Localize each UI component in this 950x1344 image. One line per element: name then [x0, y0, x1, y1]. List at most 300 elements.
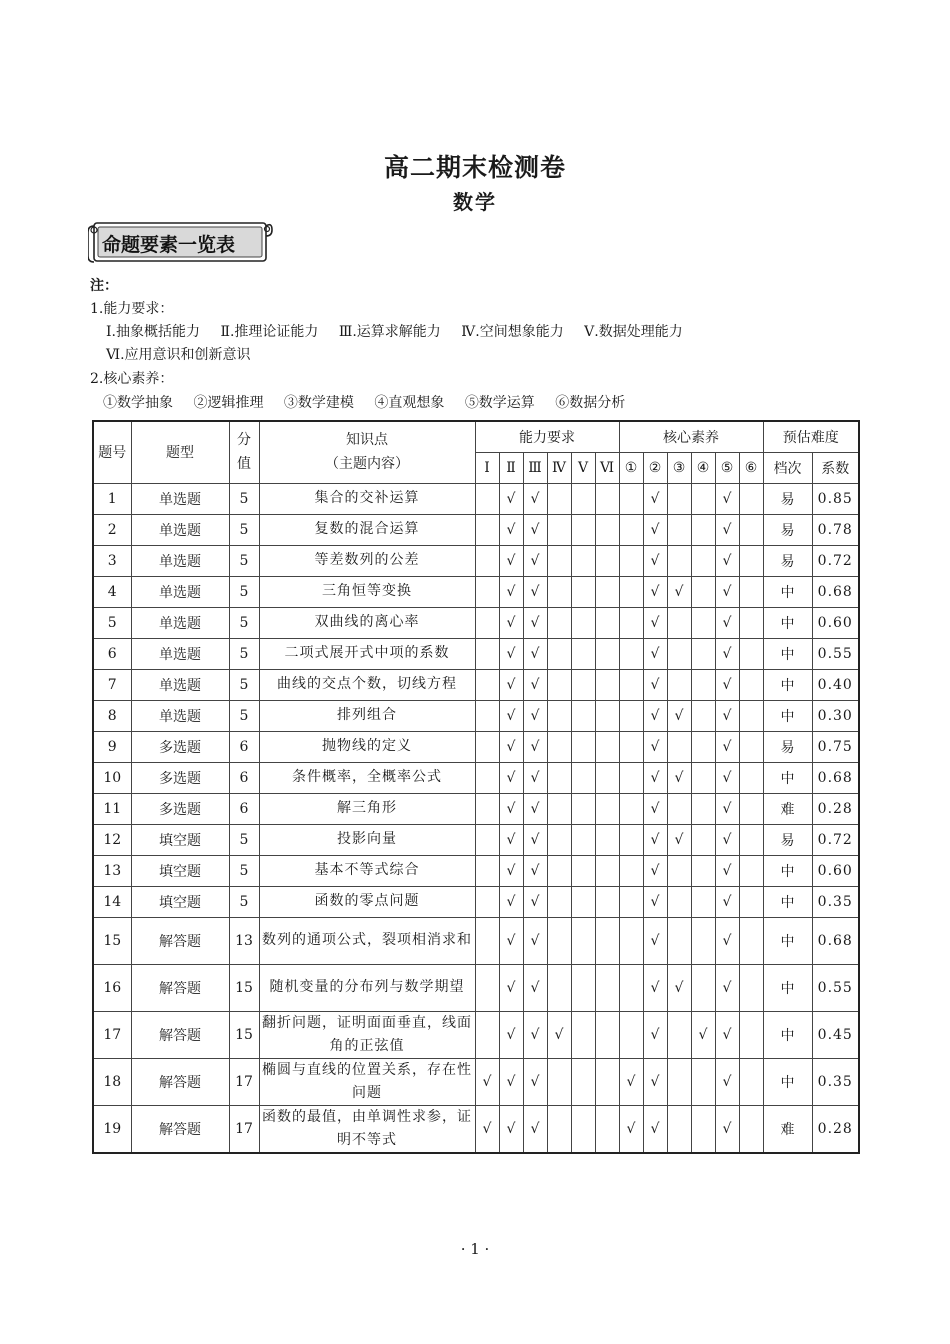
ability-check-cell: √ [523, 964, 547, 1011]
literacy-check-cell [619, 514, 643, 545]
table-row [93, 514, 859, 545]
ability-check-cell [571, 762, 595, 793]
ability-check-cell: √ [499, 762, 523, 793]
cell-coef: 0.60 [812, 607, 859, 638]
literacy-check-cell [619, 731, 643, 762]
literacy-check-cell [691, 886, 715, 917]
literacy-check-cell [739, 1105, 763, 1153]
literacy-check-cell [691, 638, 715, 669]
ability-check-cell: √ [523, 700, 547, 731]
ability-check-cell: √ [523, 886, 547, 917]
literacy-check-cell [667, 545, 691, 576]
literacy-check-cell [619, 545, 643, 576]
cell-topic: 投影向量 [259, 824, 475, 855]
literacy-check-cell [739, 1058, 763, 1105]
ability-check-cell: √ [499, 669, 523, 700]
ability-check-cell [571, 576, 595, 607]
header-literacy-col: ⑤ [715, 452, 739, 483]
cell-score: 5 [229, 483, 259, 514]
cell-level: 易 [763, 514, 812, 545]
literacy-check-cell [739, 886, 763, 917]
cell-coef: 0.60 [812, 855, 859, 886]
cell-num: 11 [93, 793, 131, 824]
ability-check-cell [475, 607, 499, 638]
ability-check-cell [547, 762, 571, 793]
literacy-check-cell [691, 917, 715, 964]
cell-topic: 椭圆与直线的位置关系，存在性问题 [259, 1058, 475, 1105]
cell-num: 1 [93, 483, 131, 514]
literacy-check-cell [691, 731, 715, 762]
ability-check-cell [547, 855, 571, 886]
ability-check-cell: √ [523, 638, 547, 669]
ability-check-cell [595, 762, 619, 793]
cell-coef: 0.68 [812, 917, 859, 964]
literacy-check-cell [619, 607, 643, 638]
cell-score: 5 [229, 514, 259, 545]
cell-score: 5 [229, 545, 259, 576]
literacy-check-cell: √ [715, 731, 739, 762]
ability-check-cell [475, 483, 499, 514]
cell-level: 易 [763, 545, 812, 576]
literacy-check-cell: √ [643, 1105, 667, 1153]
ability-check-cell: √ [499, 607, 523, 638]
ability-check-cell [571, 917, 595, 964]
cell-coef: 0.72 [812, 545, 859, 576]
literacy-check-cell: √ [643, 514, 667, 545]
literacy-check-cell [667, 793, 691, 824]
literacy-check-cell: √ [643, 886, 667, 917]
cell-num: 13 [93, 855, 131, 886]
ability-check-cell [571, 1011, 595, 1058]
ability-item: Ⅱ.推理论证能力 [220, 324, 319, 340]
header-literacy-col: ④ [691, 452, 715, 483]
cell-score: 6 [229, 731, 259, 762]
literacy-check-cell [739, 545, 763, 576]
ability-check-cell [595, 1058, 619, 1105]
literacy-check-cell: √ [643, 762, 667, 793]
header-score-text: 分值 [237, 432, 251, 473]
literacy-check-cell: √ [715, 917, 739, 964]
cell-level: 中 [763, 855, 812, 886]
table-row [93, 762, 859, 793]
cell-topic: 随机变量的分布列与数学期望 [259, 964, 475, 1011]
literacy-check-cell [667, 1011, 691, 1058]
cell-num: 15 [93, 917, 131, 964]
ability-check-cell [475, 514, 499, 545]
header-knowledge-title: 知识点 [346, 432, 388, 449]
ability-item: Ⅲ.运算求解能力 [338, 324, 441, 340]
ability-check-cell [571, 731, 595, 762]
cell-coef: 0.55 [812, 638, 859, 669]
ability-check-cell: √ [499, 917, 523, 964]
cell-coef: 0.85 [812, 483, 859, 514]
banner-title: 命题要素一览表 [102, 234, 236, 256]
page-number: · 1 · [460, 1240, 490, 1258]
literacy-check-cell [691, 824, 715, 855]
literacy-check-cell [691, 576, 715, 607]
literacy-check-cell [691, 483, 715, 514]
ability-check-cell [595, 1011, 619, 1058]
ability-check-cell: √ [523, 793, 547, 824]
ability-check-cell [475, 1011, 499, 1058]
literacy-item: ①数学抽象 [103, 395, 173, 411]
table-row [93, 964, 859, 1011]
literacy-check-cell: √ [715, 793, 739, 824]
header-literacy-col: ③ [667, 452, 691, 483]
literacy-check-cell [739, 607, 763, 638]
header-literacy-col: ① [619, 452, 643, 483]
cell-type: 填空题 [131, 886, 229, 917]
cell-level: 中 [763, 964, 812, 1011]
table-body [93, 483, 859, 1153]
cell-level: 易 [763, 824, 812, 855]
literacy-check-cell: √ [643, 1011, 667, 1058]
literacy-check-cell: √ [643, 917, 667, 964]
cell-num: 14 [93, 886, 131, 917]
cell-type: 单选题 [131, 576, 229, 607]
ability-check-cell [547, 607, 571, 638]
cell-num: 5 [93, 607, 131, 638]
cell-level: 易 [763, 731, 812, 762]
literacy-check-cell [619, 824, 643, 855]
ability-check-cell [475, 824, 499, 855]
literacy-check-cell [619, 917, 643, 964]
cell-type: 单选题 [131, 669, 229, 700]
ability-check-cell [571, 855, 595, 886]
header-ability-col: Ⅱ [499, 452, 523, 483]
literacy-check-cell [691, 1058, 715, 1105]
ability-check-cell: √ [523, 762, 547, 793]
literacy-check-cell: √ [715, 700, 739, 731]
cell-level: 中 [763, 638, 812, 669]
literacy-check-cell: √ [619, 1058, 643, 1105]
cell-type: 多选题 [131, 793, 229, 824]
table-row [93, 483, 859, 514]
cell-level: 中 [763, 607, 812, 638]
cell-score: 5 [229, 638, 259, 669]
literacy-heading: 2.核心素养： [90, 371, 174, 387]
literacy-check-cell: √ [715, 483, 739, 514]
cell-num: 19 [93, 1105, 131, 1153]
table-row [93, 917, 859, 964]
literacy-check-cell [739, 824, 763, 855]
literacy-list [103, 393, 641, 413]
literacy-check-cell [739, 793, 763, 824]
literacy-check-cell [691, 964, 715, 1011]
cell-type: 单选题 [131, 545, 229, 576]
cell-topic: 曲线的交点个数，切线方程 [259, 669, 475, 700]
literacy-check-cell: √ [715, 1011, 739, 1058]
cell-num: 6 [93, 638, 131, 669]
ability-check-cell [547, 700, 571, 731]
literacy-check-cell [619, 1011, 643, 1058]
ability-check-cell [547, 793, 571, 824]
cell-num: 12 [93, 824, 131, 855]
ability-check-cell [547, 731, 571, 762]
ability-check-cell [475, 576, 499, 607]
ability-check-cell [571, 700, 595, 731]
note-label: 注： [90, 278, 118, 294]
header-knowledge [259, 421, 475, 483]
ability-check-cell [475, 669, 499, 700]
table-row [93, 700, 859, 731]
ability-check-cell [547, 917, 571, 964]
ability-check-cell [595, 545, 619, 576]
ability-check-cell [571, 793, 595, 824]
cell-level: 中 [763, 576, 812, 607]
cell-topic: 抛物线的定义 [259, 731, 475, 762]
ability-check-cell: √ [547, 1011, 571, 1058]
cell-level: 中 [763, 886, 812, 917]
cell-level: 中 [763, 669, 812, 700]
cell-topic: 解三角形 [259, 793, 475, 824]
literacy-check-cell: √ [715, 545, 739, 576]
literacy-check-cell [619, 576, 643, 607]
literacy-check-cell: √ [715, 964, 739, 1011]
header-literacy-col: ⑥ [739, 452, 763, 483]
ability-check-cell: √ [499, 576, 523, 607]
cell-type: 填空题 [131, 824, 229, 855]
literacy-item: ④直观想象 [374, 395, 445, 411]
cell-type: 单选题 [131, 514, 229, 545]
header-score [229, 421, 259, 483]
cell-topic: 数列的通项公式，裂项相消求和 [259, 917, 475, 964]
literacy-check-cell: √ [643, 545, 667, 576]
ability-check-cell: √ [499, 1058, 523, 1105]
cell-coef: 0.28 [812, 793, 859, 824]
cell-score: 5 [229, 700, 259, 731]
table-row [93, 545, 859, 576]
literacy-check-cell: √ [715, 638, 739, 669]
cell-topic: 函数的零点问题 [259, 886, 475, 917]
ability-check-cell: √ [523, 855, 547, 886]
ability-check-cell [595, 607, 619, 638]
header-literacy: 核心素养 [619, 421, 763, 452]
literacy-check-cell [619, 638, 643, 669]
ability-check-cell [595, 964, 619, 1011]
literacy-check-cell: √ [667, 576, 691, 607]
literacy-check-cell: √ [667, 964, 691, 1011]
ability-check-cell [475, 731, 499, 762]
cell-num: 10 [93, 762, 131, 793]
ability-check-cell: √ [499, 1011, 523, 1058]
cell-score: 6 [229, 762, 259, 793]
ability-check-cell: √ [523, 483, 547, 514]
ability-check-cell [475, 917, 499, 964]
cell-coef: 0.35 [812, 1058, 859, 1105]
literacy-check-cell [691, 700, 715, 731]
literacy-check-cell: √ [715, 855, 739, 886]
literacy-check-cell [667, 731, 691, 762]
ability-check-cell [595, 514, 619, 545]
literacy-check-cell [691, 793, 715, 824]
literacy-check-cell [619, 886, 643, 917]
ability-check-cell: √ [499, 824, 523, 855]
ability-check-cell [475, 793, 499, 824]
ability-check-cell [475, 762, 499, 793]
table-row [93, 793, 859, 824]
ability-check-cell: √ [499, 793, 523, 824]
header-coef: 系数 [812, 452, 859, 483]
literacy-check-cell [691, 669, 715, 700]
cell-score: 5 [229, 855, 259, 886]
cell-level: 中 [763, 700, 812, 731]
cell-num: 16 [93, 964, 131, 1011]
literacy-check-cell [739, 700, 763, 731]
cell-score: 5 [229, 886, 259, 917]
ability-item: Ⅰ.抽象概括能力 [106, 324, 200, 340]
ability-check-cell [595, 917, 619, 964]
ability-check-cell: √ [523, 917, 547, 964]
cell-topic: 函数的最值，由单调性求参，证明不等式 [259, 1105, 475, 1153]
cell-coef: 0.78 [812, 514, 859, 545]
cell-type: 解答题 [131, 1011, 229, 1058]
cell-type: 单选题 [131, 607, 229, 638]
literacy-check-cell: √ [715, 824, 739, 855]
literacy-check-cell [667, 483, 691, 514]
literacy-check-cell: √ [691, 1011, 715, 1058]
literacy-check-cell [739, 1011, 763, 1058]
literacy-check-cell [739, 576, 763, 607]
ability-check-cell [571, 607, 595, 638]
cell-score: 5 [229, 607, 259, 638]
ability-check-cell [475, 545, 499, 576]
ability-check-cell [475, 886, 499, 917]
ability-check-cell: √ [523, 576, 547, 607]
ability-check-cell: √ [523, 607, 547, 638]
literacy-check-cell: √ [643, 483, 667, 514]
cell-type: 解答题 [131, 1105, 229, 1153]
literacy-check-cell: √ [643, 964, 667, 1011]
ability-check-cell [595, 855, 619, 886]
ability-check-cell: √ [523, 731, 547, 762]
ability-check-cell: √ [499, 855, 523, 886]
ability-check-cell: √ [523, 1105, 547, 1153]
ability-check-cell [547, 483, 571, 514]
cell-score: 5 [229, 576, 259, 607]
cell-topic: 三角恒等变换 [259, 576, 475, 607]
literacy-check-cell [739, 731, 763, 762]
cell-score: 15 [229, 1011, 259, 1058]
ability-list [106, 322, 699, 342]
cell-topic: 集合的交补运算 [259, 483, 475, 514]
ability-check-cell [547, 545, 571, 576]
ability-check-cell [475, 638, 499, 669]
literacy-check-cell: √ [643, 855, 667, 886]
ability-check-cell: √ [523, 1011, 547, 1058]
literacy-check-cell [739, 762, 763, 793]
cell-coef: 0.68 [812, 762, 859, 793]
cell-score: 5 [229, 669, 259, 700]
literacy-check-cell: √ [715, 669, 739, 700]
cell-topic: 条件概率，全概率公式 [259, 762, 475, 793]
ability-check-cell [595, 483, 619, 514]
literacy-check-cell: √ [643, 793, 667, 824]
ability-check-cell [571, 1058, 595, 1105]
page-subtitle: 数学 [453, 190, 497, 214]
ability-check-cell [547, 1105, 571, 1153]
ability-check-cell: √ [523, 669, 547, 700]
cell-topic: 双曲线的离心率 [259, 607, 475, 638]
cell-type: 多选题 [131, 731, 229, 762]
header-type: 题型 [131, 421, 229, 483]
exam-elements-table [92, 420, 860, 1154]
cell-level: 中 [763, 1011, 812, 1058]
literacy-check-cell: √ [643, 824, 667, 855]
cell-topic: 翻折问题，证明面面垂直，线面角的正弦值 [259, 1011, 475, 1058]
ability-check-cell [595, 576, 619, 607]
cell-num: 8 [93, 700, 131, 731]
cell-topic: 二项式展开式中项的系数 [259, 638, 475, 669]
literacy-check-cell [619, 762, 643, 793]
ability-check-cell: √ [499, 638, 523, 669]
cell-coef: 0.40 [812, 669, 859, 700]
cell-level: 中 [763, 917, 812, 964]
ability-check-cell: √ [499, 545, 523, 576]
table-row [93, 731, 859, 762]
literacy-check-cell [739, 638, 763, 669]
cell-score: 13 [229, 917, 259, 964]
ability-check-cell [475, 855, 499, 886]
table-row [93, 669, 859, 700]
ability-check-cell: √ [475, 1105, 499, 1153]
literacy-check-cell: √ [667, 700, 691, 731]
ability-check-cell [571, 669, 595, 700]
ability-check-cell: √ [475, 1058, 499, 1105]
ability-check-cell [571, 638, 595, 669]
ability-check-cell [547, 638, 571, 669]
ability-check-cell [571, 514, 595, 545]
ability-check-cell [595, 793, 619, 824]
cell-level: 难 [763, 793, 812, 824]
header-literacy-col: ② [643, 452, 667, 483]
table-row [93, 855, 859, 886]
cell-level: 易 [763, 483, 812, 514]
cell-num: 4 [93, 576, 131, 607]
cell-num: 7 [93, 669, 131, 700]
table-row [93, 576, 859, 607]
literacy-check-cell: √ [715, 1058, 739, 1105]
literacy-check-cell [667, 1105, 691, 1153]
ability-check-cell [475, 964, 499, 1011]
ability-check-cell: √ [523, 1058, 547, 1105]
literacy-check-cell [619, 669, 643, 700]
ability-item: Ⅵ.应用意识和创新意识 [106, 347, 251, 363]
cell-score: 5 [229, 824, 259, 855]
literacy-check-cell: √ [643, 607, 667, 638]
ability-check-cell [595, 638, 619, 669]
cell-level: 难 [763, 1105, 812, 1153]
cell-num: 9 [93, 731, 131, 762]
literacy-check-cell: √ [715, 762, 739, 793]
literacy-check-cell: √ [643, 1058, 667, 1105]
ability-check-cell [595, 886, 619, 917]
cell-type: 填空题 [131, 855, 229, 886]
cell-coef: 0.30 [812, 700, 859, 731]
ability-check-cell [547, 886, 571, 917]
literacy-check-cell: √ [715, 607, 739, 638]
literacy-check-cell [691, 545, 715, 576]
cell-score: 15 [229, 964, 259, 1011]
literacy-check-cell [667, 886, 691, 917]
ability-check-cell [547, 824, 571, 855]
literacy-item: ②逻辑推理 [193, 395, 264, 411]
cell-type: 单选题 [131, 483, 229, 514]
literacy-check-cell [739, 964, 763, 1011]
literacy-check-cell [667, 669, 691, 700]
literacy-check-cell: √ [643, 576, 667, 607]
cell-type: 解答题 [131, 964, 229, 1011]
